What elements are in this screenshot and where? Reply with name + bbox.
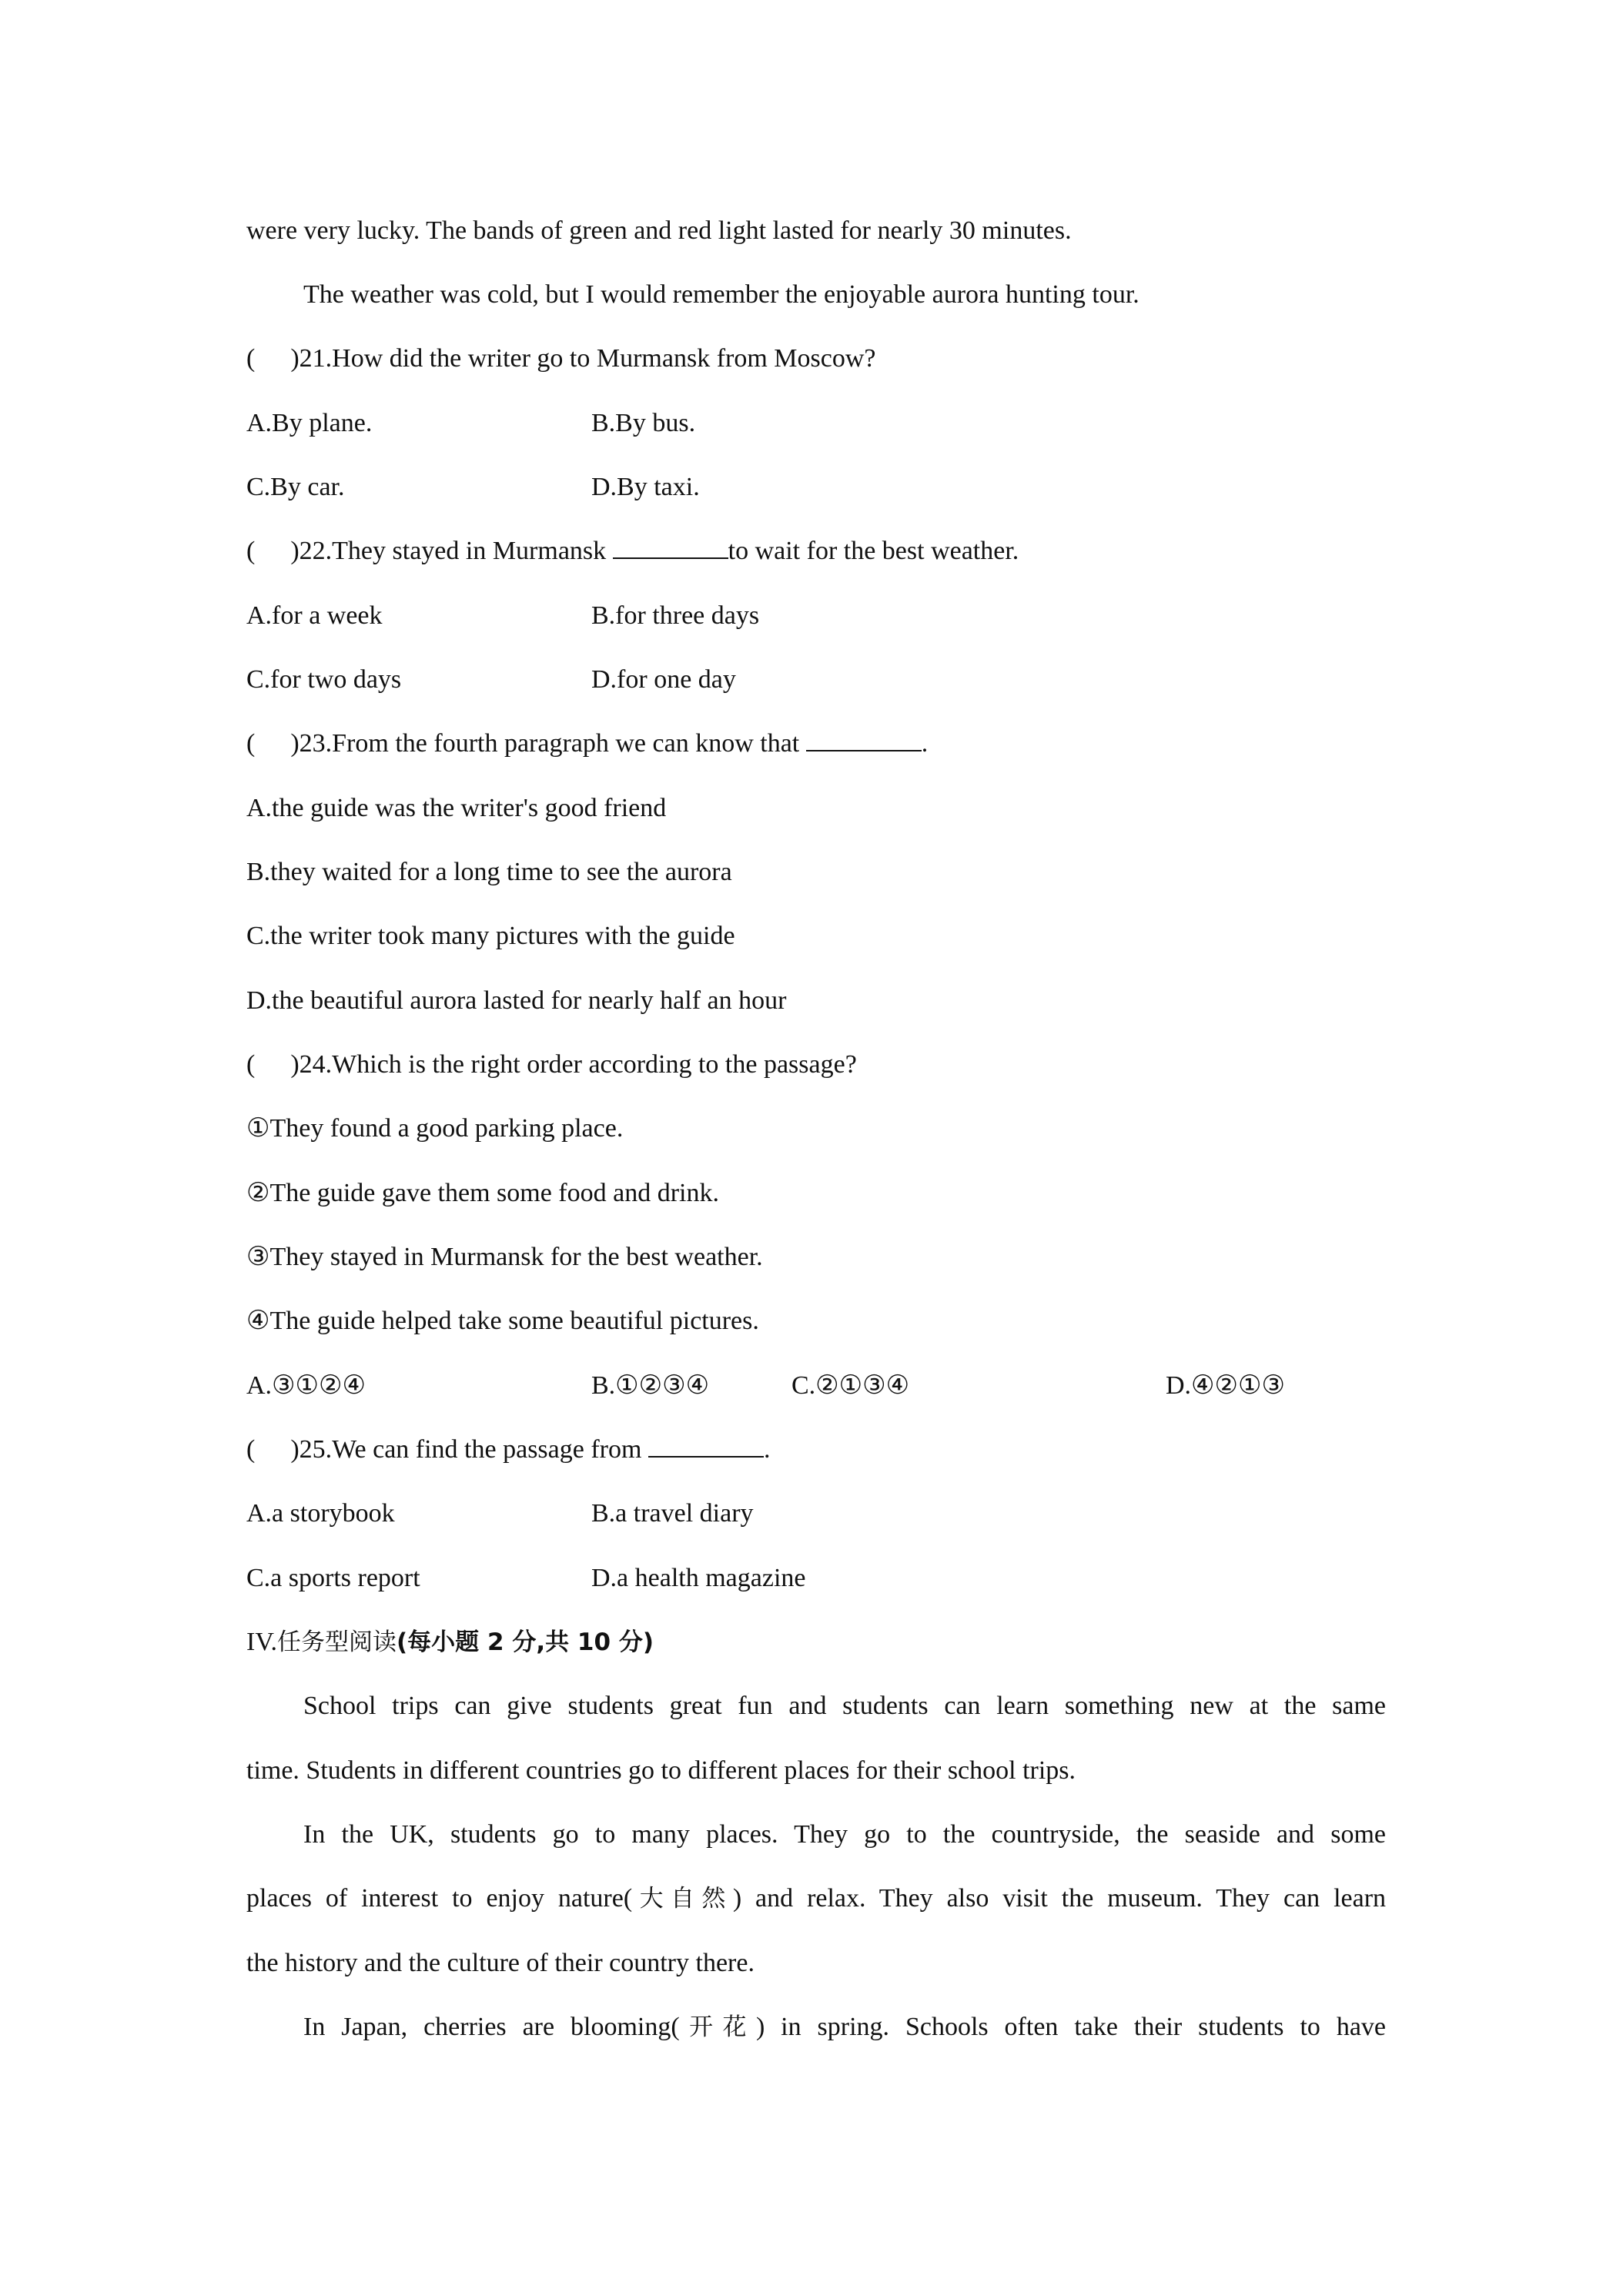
option-a: A.By plane. — [246, 409, 373, 437]
option-b: B.a travel diary — [591, 1499, 754, 1528]
option-b: B.they waited for a long time to see the aurora — [246, 858, 732, 886]
passage-line: the history and the culture of their country there. — [246, 1949, 755, 1977]
fill-blank[interactable] — [648, 1433, 764, 1458]
statement-3: ③They stayed in Murmansk for the best weather. — [246, 1243, 763, 1271]
passage-line: School trips can give students great fun and students can learn something new at the same — [303, 1692, 1386, 1720]
passage-text: ) in spring. Schools often take their students to have — [755, 2013, 1387, 2041]
option-d: D.By taxi. — [591, 473, 700, 501]
section-number: IV. — [246, 1628, 277, 1656]
option-b: B.for three days — [591, 601, 760, 630]
statement-4: ④The guide helped take some beautiful pictures. — [246, 1307, 759, 1335]
question-22-stem — [246, 534, 1019, 568]
passage-line — [246, 1882, 1386, 1916]
option-b: B.①②③④ — [591, 1371, 710, 1400]
section-score: (每小题 2 分,共 10 分) — [397, 1628, 654, 1656]
chinese-gloss: 大自然 — [632, 1885, 733, 1913]
passage-text: ) and relax. They also visit the museum. They can learn — [732, 1884, 1387, 1913]
passage-line: time. Students in different countries go to different places for their school trips. — [246, 1756, 1076, 1785]
passage-text: In Japan, cherries are blooming( — [303, 2013, 680, 2041]
fill-blank[interactable] — [613, 534, 728, 559]
question-24-stem — [246, 1048, 857, 1082]
chinese-gloss: 开花 — [679, 2013, 756, 2041]
option-c: C.the writer took many pictures with the guide — [246, 922, 735, 950]
option-d: D.a health magazine — [591, 1564, 806, 1592]
passage-line: were very lucky. The bands of green and red light lasted for nearly 30 minutes. — [246, 216, 1072, 245]
passage-line — [303, 2010, 1386, 2044]
statement-2: ②The guide gave them some food and drink. — [246, 1179, 719, 1207]
option-c: C.By car. — [246, 473, 345, 501]
passage-text: places of interest to enjoy nature( — [246, 1884, 633, 1913]
question-text: )24.Which is the right order according to the passage? — [290, 1050, 857, 1079]
passage-line: In the UK, students go to many places. They go to the countryside, the seaside and some — [303, 1820, 1386, 1849]
answer-paren-open: ( — [246, 1050, 256, 1079]
section-heading — [246, 1625, 654, 1659]
section-title: 任务型阅读 — [277, 1628, 397, 1656]
answer-paren-open: ( — [246, 344, 256, 373]
answer-paren-open: ( — [246, 537, 256, 565]
answer-paren-open: ( — [246, 1435, 256, 1464]
option-c: C.a sports report — [246, 1564, 420, 1592]
option-a: A.③①②④ — [246, 1371, 366, 1400]
statement-1: ①They found a good parking place. — [246, 1114, 624, 1143]
option-a: A.for a week — [246, 601, 383, 630]
question-text: . — [763, 1435, 771, 1464]
fill-blank[interactable] — [806, 727, 922, 751]
question-text: )25.We can find the passage from — [290, 1435, 648, 1464]
option-d: D.for one day — [591, 665, 736, 694]
question-25-stem — [246, 1433, 770, 1467]
option-c: C.for two days — [246, 665, 402, 694]
option-b: B.By bus. — [591, 409, 696, 437]
option-a: A.a storybook — [246, 1499, 395, 1528]
passage-line: The weather was cold, but I would remember the enjoyable aurora hunting tour. — [303, 280, 1139, 309]
question-text: )21.How did the writer go to Murmansk from Moscow? — [290, 344, 876, 373]
question-text: to wait for the best weather. — [728, 537, 1019, 565]
question-text: . — [921, 729, 929, 758]
option-d: D.the beautiful aurora lasted for nearly half an hour — [246, 986, 787, 1015]
option-d: D.④②①③ — [1166, 1371, 1285, 1400]
question-text: )23.From the fourth paragraph we can know that — [290, 729, 806, 758]
option-a: A.the guide was the writer's good friend — [246, 794, 667, 822]
question-23-stem — [246, 727, 928, 761]
question-text: )22.They stayed in Murmansk — [290, 537, 613, 565]
option-c: C.②①③④ — [791, 1371, 910, 1400]
question-21-stem — [246, 342, 875, 376]
answer-paren-open: ( — [246, 729, 256, 758]
